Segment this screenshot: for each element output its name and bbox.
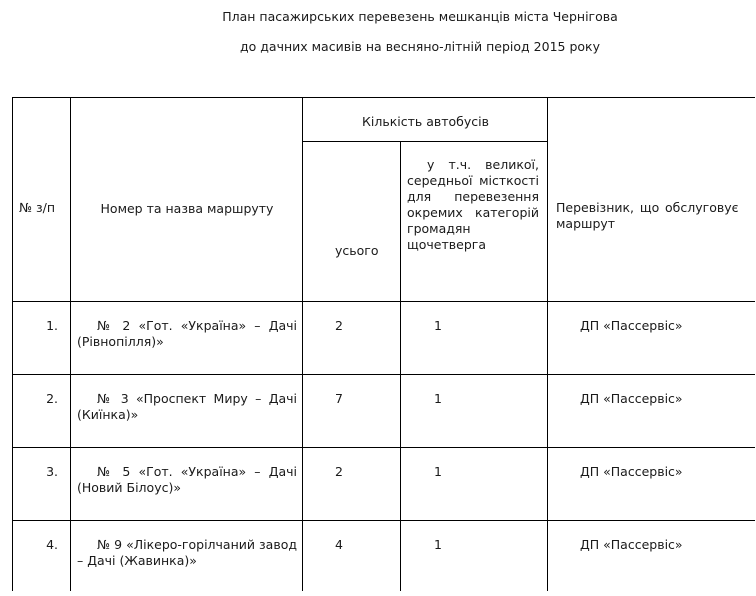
row-carrier: ДП «Пассервіс» [580, 318, 683, 333]
header-carrier-cell [548, 98, 755, 302]
table-row [13, 448, 755, 521]
table-row [13, 302, 755, 375]
row-num: 1. [46, 318, 58, 333]
row-total: 2 [335, 464, 343, 479]
header-buses-group-cell [303, 98, 548, 142]
row-incl: 1 [434, 464, 442, 479]
row-carrier: ДП «Пассервіс» [580, 391, 683, 406]
header-total: усього [335, 243, 379, 258]
routes-table [12, 97, 755, 591]
row-incl: 1 [434, 537, 442, 552]
document-title-line-2: до дачних масивів на весняно-літній період 2015 року [240, 39, 600, 54]
row-num: 4. [46, 537, 58, 552]
row-route: № 5 «Гот. «Україна» – Дачі (Новий Білоус)» [77, 464, 297, 495]
header-incl-cell [401, 142, 548, 302]
header-buses-group: Кількість автобусів [362, 114, 489, 129]
row-route: № 3 «Проспект Миру – Дачі (Киїнка)» [77, 391, 297, 422]
row-total: 4 [335, 537, 343, 552]
table-row [13, 375, 755, 448]
header-num: № з/п [19, 200, 56, 215]
header-total-cell [303, 142, 401, 302]
row-total: 7 [335, 391, 343, 406]
document-title-line-1: План пасажирських перевезень мешканців міста Чернігова [222, 9, 618, 24]
row-num: 3. [46, 464, 58, 479]
header-route-cell [71, 98, 303, 302]
header-route: Номер та назва маршруту [100, 201, 274, 216]
row-incl: 1 [434, 391, 442, 406]
row-num: 2. [46, 391, 58, 406]
header-num-cell [13, 98, 71, 302]
header-row-1 [13, 98, 755, 142]
row-carrier: ДП «Пассервіс» [580, 537, 683, 552]
row-route: № 9 «Лікеро-горілчаний завод – Дачі (Жавинка)» [77, 537, 297, 568]
row-total: 2 [335, 318, 343, 333]
row-carrier: ДП «Пассервіс» [580, 464, 683, 479]
row-incl: 1 [434, 318, 442, 333]
header-carrier: Перевізник, що обслуговує маршрут [556, 200, 739, 231]
header-incl: у т.ч. великої, середньої місткості для перевезення окремих категорій громадян щочетверга [407, 157, 539, 252]
row-route: № 2 «Гот. «Україна» – Дачі (Рівнопілля)» [77, 318, 297, 349]
table-row [13, 521, 755, 591]
